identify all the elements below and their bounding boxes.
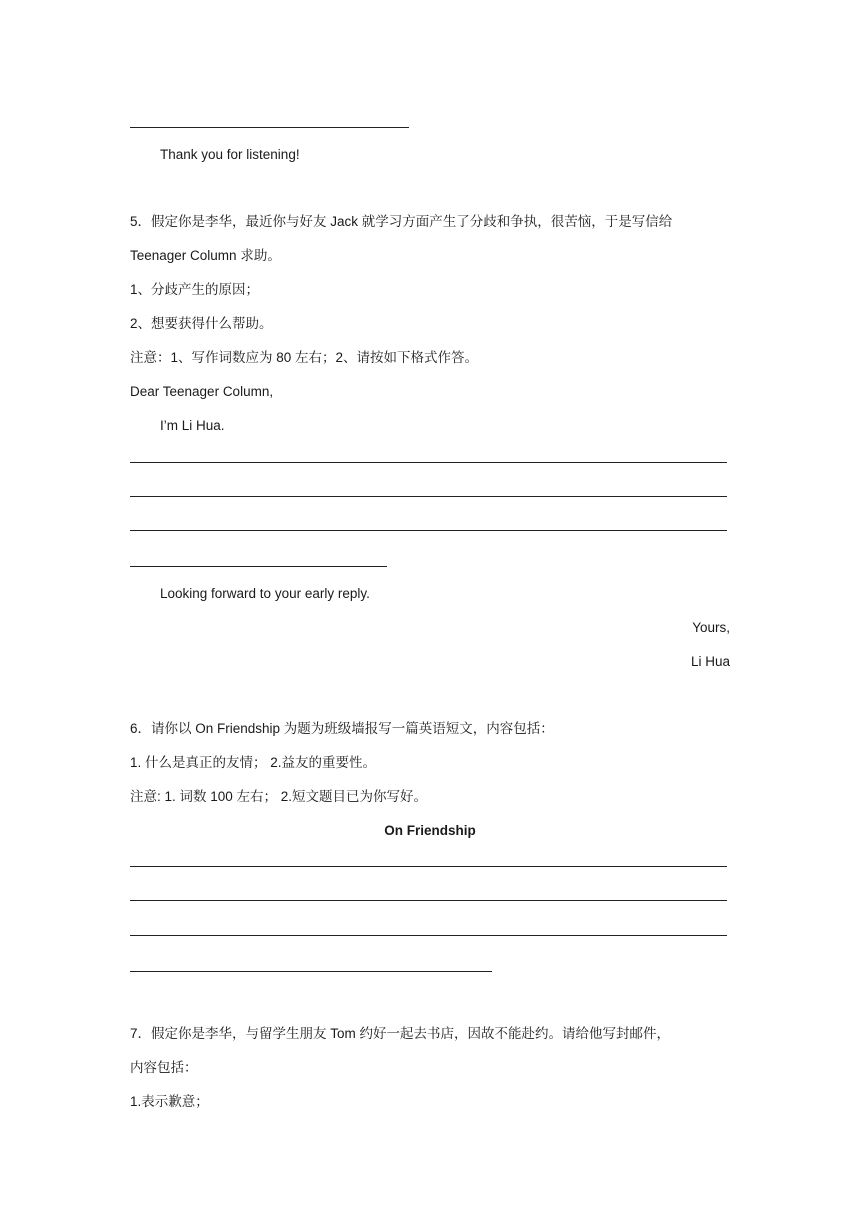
question-5-item-2: 2、想要获得什么帮助。 bbox=[130, 316, 273, 331]
closing-text: Thank you for listening! bbox=[160, 147, 300, 162]
answer-line bbox=[130, 971, 492, 972]
answer-line bbox=[130, 530, 727, 531]
answer-line bbox=[130, 900, 727, 901]
question-7-item-1: 1.表示歉意； bbox=[130, 1094, 209, 1109]
letter-greeting: Dear Teenager Column, bbox=[130, 384, 274, 399]
essay-title: On Friendship bbox=[384, 823, 476, 838]
letter-opening: I’m Li Hua. bbox=[160, 418, 225, 433]
question-5-prompt-cont: Teenager Column 求助。 bbox=[130, 248, 281, 263]
answer-line bbox=[130, 462, 727, 463]
question-6-prompt: 6．请你以 On Friendship 为题为班级墙报写一篇英语短文，内容包括： bbox=[130, 721, 554, 736]
question-5-note: 注意：1、写作词数应为 80 左右；2、请按如下格式作答。 bbox=[130, 350, 479, 365]
answer-line bbox=[130, 566, 387, 567]
question-5-prompt: 5．假定你是李华，最近你与好友 Jack 就学习方面产生了分歧和争执，很苦恼，于是写信给 bbox=[130, 214, 673, 229]
question-6-items: 1. 什么是真正的友情； 2.益友的重要性。 bbox=[130, 755, 377, 770]
letter-signoff: Yours, bbox=[692, 620, 730, 635]
letter-signature: Li Hua bbox=[690, 654, 730, 669]
question-7-prompt: 7．假定你是李华，与留学生朋友 Tom 约好一起去书店，因故不能赴约。请给他写封邮件， bbox=[130, 1026, 671, 1041]
letter-closing: Looking forward to your early reply. bbox=[160, 586, 370, 601]
answer-line bbox=[130, 935, 727, 936]
answer-line bbox=[130, 496, 727, 497]
question-6-note: 注意: 1. 词数 100 左右； 2.短文题目已为你写好。 bbox=[130, 789, 428, 804]
question-7-prompt-cont: 内容包括： bbox=[130, 1060, 198, 1075]
answer-line bbox=[130, 866, 727, 867]
question-5-item-1: 1、分歧产生的原因； bbox=[130, 282, 260, 297]
answer-line bbox=[130, 127, 409, 128]
